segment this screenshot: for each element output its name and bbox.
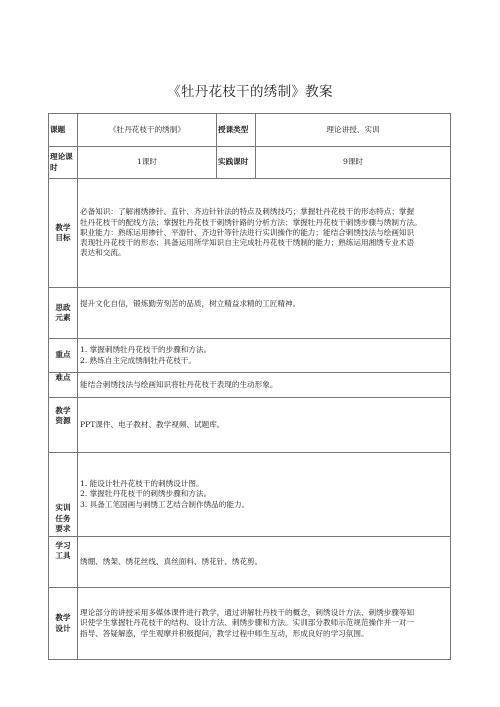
- theory-hours-label: 理论课时: [49, 147, 78, 179]
- key-points-content: [78, 339, 451, 373]
- hours-row: [49, 147, 451, 179]
- topic-label: 课题: [49, 114, 78, 147]
- practical-tasks-label-1: 实训: [55, 503, 71, 513]
- practical-tasks-label: [49, 453, 78, 537]
- practical-task-item: 3. 具备工笔国画与刺绣工艺结合制作绣品的能力。: [80, 499, 250, 509]
- difficulties-row: [49, 373, 451, 398]
- objectives-line: 表达和交流。: [80, 248, 126, 258]
- lesson-type-value: 理论讲授、实训: [256, 114, 451, 147]
- ideology-content: 提升文化自信，锻炼勤劳刻苦的品质，树立精益求精的工匠精神。: [78, 288, 451, 339]
- practical-tasks-content: [78, 453, 451, 537]
- ideology-row: [49, 288, 451, 339]
- design-line: 理论部分的讲授采用多媒体课件进行教学，通过讲解牡丹枝干的概念，刺绣设计方法、刺绣步骤等知: [80, 608, 415, 618]
- design-content: [78, 588, 451, 660]
- practical-tasks-label-2: 任务: [55, 513, 71, 523]
- resources-row: [49, 398, 451, 453]
- practice-hours-value: 9课时: [256, 147, 451, 179]
- resources-label-2: 资源: [55, 416, 71, 426]
- lesson-plan-table: [48, 113, 451, 660]
- design-label: [49, 588, 78, 660]
- objectives-label-1: 教学: [55, 222, 71, 232]
- practical-task-item: 1. 能设计牡丹花枝干的刺绣设计图。: [80, 479, 204, 489]
- ideology-label-1: 思政: [55, 302, 71, 312]
- difficulties-label: 难点: [49, 373, 78, 398]
- objectives-label: [49, 179, 78, 288]
- objectives-label-2: 目标: [55, 233, 71, 242]
- tools-label-2: 工具: [55, 551, 71, 561]
- resources-content: PPT课件、电子教材、教学视频、试题库。: [78, 398, 451, 453]
- tools-label-1: 学习: [55, 541, 71, 550]
- topic-row: [49, 114, 451, 147]
- ideology-label-2: 元素: [55, 313, 71, 322]
- ideology-label: [49, 288, 78, 339]
- objectives-content: [78, 179, 451, 288]
- objectives-line: 职业能力：熟练运用掺针、平游针、齐边针等针法进行实训操作的能力；能结合刺绣技法与绘画知识: [80, 227, 415, 237]
- practical-tasks-row: [49, 453, 451, 537]
- key-points-label: 重点: [49, 339, 78, 373]
- key-point-item: 2. 熟练自主完成绣制牡丹花枝干。: [80, 355, 196, 365]
- resources-label: [49, 398, 78, 453]
- objectives-row: [49, 179, 451, 288]
- design-label-1: 教学: [55, 613, 71, 623]
- topic-value: 《牡丹花枝干的绣制》: [78, 114, 217, 147]
- key-point-item: 1. 掌握刺绣牡丹花枝干的步骤和方法。: [80, 345, 212, 355]
- objectives-line: 表现牡丹花枝干的形态；具备运用所学知识自主完成牡丹花枝干绣制的能力；熟练运用湘绣专业术语: [80, 238, 415, 248]
- design-line: 指导、答疑解惑，学生观摩并积极提问，教学过程中师生互动，形成良好的学习氛围。: [80, 628, 369, 638]
- resources-label-1: 教学: [55, 406, 71, 415]
- design-row: [49, 588, 451, 660]
- lesson-type-label-text: 授课类型: [218, 124, 249, 134]
- design-label-2: 设计: [55, 623, 71, 633]
- tools-label: [49, 537, 78, 588]
- practice-hours-label: 实践课时: [217, 147, 256, 179]
- practical-task-item: 2. 掌握牡丹花枝干的刺绣步骤和方法。: [80, 489, 212, 499]
- tools-row: [49, 537, 451, 588]
- theory-hours-value: 1课时: [78, 147, 217, 179]
- practical-tasks-label-3: 要求: [55, 523, 71, 533]
- difficulties-content: 能结合刺绣技法与绘画知识将牡丹花枝干表现的生动形象。: [78, 373, 451, 398]
- key-points-row: [49, 339, 451, 373]
- design-line: 识使学生掌握牡丹花枝干的结构、设计方法、刺绣步骤和方法。实训部分教师示范规范操作并一对一: [80, 618, 415, 628]
- lesson-type-label: [217, 114, 256, 147]
- objectives-line: 必备知识：了解湘绣掺针、直针、齐边针针法的特点及刺绣技巧；掌握牡丹花枝干的形态特点；掌握: [80, 207, 415, 217]
- tools-content: 绣绷、绣架、绣花丝线、真丝面料、绣花针、绣花剪。: [78, 537, 451, 588]
- objectives-line: 牡丹花枝干的配线方法；掌握牡丹花枝干刺绣针路的分析方法；掌握牡丹花枝干刺绣步骤与绣制方法。: [80, 217, 422, 227]
- page-title: 《牡丹花枝干的绣制》教案: [167, 84, 333, 100]
